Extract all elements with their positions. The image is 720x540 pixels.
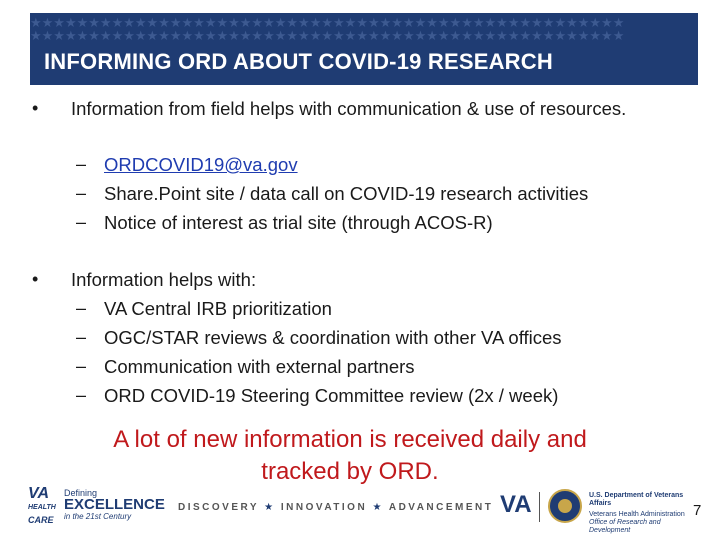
- dept-name: U.S. Department of Veterans Affairs: [589, 492, 684, 507]
- motto-advancement: ADVANCEMENT: [388, 502, 494, 513]
- star-icon: ★: [264, 502, 281, 513]
- bullet-2-text: Information helps with:: [71, 269, 257, 290]
- motto-discovery: DISCOVERY: [178, 502, 259, 513]
- va-health-care-logo: [28, 485, 165, 525]
- dash-marker: –: [76, 298, 87, 318]
- subitem-ogc-star: OGC/STAR reviews & coordination with other VA offices: [104, 327, 562, 348]
- subitem-steering-committee: ORD COVID-19 Steering Committee review (2x / week): [104, 385, 559, 406]
- dash-marker: –: [76, 327, 87, 347]
- department-label: [589, 492, 702, 535]
- logo-century: in the 21st Century: [64, 512, 132, 521]
- bullet-marker: •: [32, 269, 39, 289]
- page-number: 7: [693, 502, 702, 519]
- subitem-trial-site: Notice of interest as trial site (through ACOS-R): [104, 212, 493, 233]
- callout-text: A lot of new information is received daily and tracked by ORD.: [113, 426, 587, 485]
- footer-divider: [539, 492, 540, 522]
- motto-innovation: INNOVATION: [280, 502, 368, 513]
- va-seal-icon: [548, 489, 582, 523]
- slide-title: INFORMING ORD ABOUT COVID-19 RESEARCH: [44, 49, 553, 74]
- footer-motto: [178, 502, 493, 513]
- star-pattern: ★★★★★★★★★★★★★★★★★★★★★★★★★★★★★★★★★★★★★★★★★★★★★★★★★★★ ★★★★★★★★★★★★★★★★★★★★★★★★★★★★★★★★★★★★★★★★★★★★★★★★★★★: [30, 17, 625, 44]
- dash-marker: –: [76, 183, 87, 203]
- star-icon: ★: [372, 502, 389, 513]
- bullet-1-text: Information from field helps with communication & use of resources.: [71, 98, 627, 119]
- bullet-marker: •: [32, 98, 39, 118]
- va-logo: VA: [500, 491, 532, 518]
- title-banner: [30, 13, 698, 85]
- subitem-sharepoint: Share.Point site / data call on COVID-19 research activities: [104, 183, 589, 204]
- logo-defining: Defining: [64, 488, 98, 498]
- dept-ord: Office of Research and Development: [589, 519, 661, 534]
- email-link[interactable]: ORDCOVID19@va.gov: [104, 154, 298, 175]
- dash-marker: –: [76, 356, 87, 376]
- subitem-communication: Communication with external partners: [104, 356, 415, 377]
- subitem-irb: VA Central IRB prioritization: [104, 298, 332, 319]
- dash-marker: –: [76, 385, 87, 405]
- va-health-care-mark: VA HEALTH CARE: [28, 485, 56, 525]
- logo-excellence: EXCELLENCE: [64, 496, 165, 513]
- dash-marker: –: [76, 212, 87, 232]
- dept-vha: Veterans Health Administration: [589, 511, 685, 518]
- dash-marker: –: [76, 154, 87, 174]
